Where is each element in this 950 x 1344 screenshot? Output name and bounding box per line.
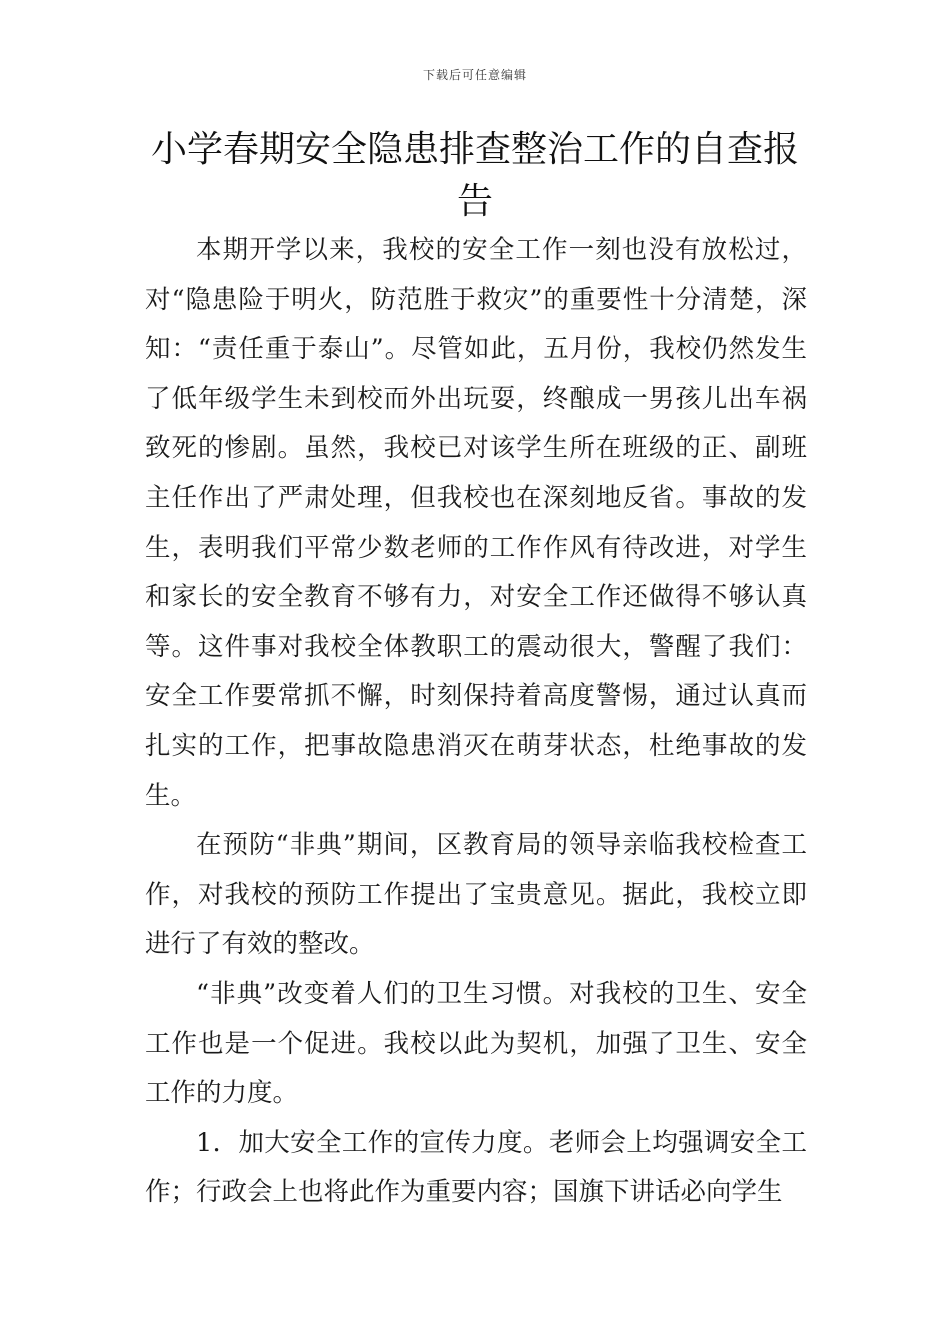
document-title: 小学春期安全隐患排查整治工作的自查报告 [150,129,799,222]
paragraph: 本期开学以来，我校的安全工作一刻也没有放松过，对“隐患险于明火，防范胜于救灾”的重要性十分清楚，深知：“责任重于泰山”。尽管如此，五月份，我校仍然发生了低年级学生未到校而外出玩耍，终酿成一男孩儿出车祸致死的惨剧。虽然，我校已对该学生所在班级的正、副班主任作出了严肃处理，但我校也在深刻地反省。事故的发生，表明我们平常少数老师的工作作风有待改进，对学生和家长的安全教育不够有力，对安全工作还做得不够认真等。这件事对我校全体教职工的震动很大，警醒了我们：安全工作要常抓不懈，时刻保持着高度警惕，通过认真而扎实的工作，把事故隐患消灭在萌芽状态，杜绝事故的发生。 [145,235,807,811]
paragraph: “非典”改变着人们的卫生习惯。对我校的卫生、安全工作也是一个促进。我校以此为契机，加强了卫生、安全工作的力度。 [145,978,807,1109]
document-body [145,226,807,1218]
header-note: 下载后可任意编辑 [422,68,527,82]
paragraph: 1．加大安全工作的宣传力度。老师会上均强调安全工作；行政会上也将此作为重要内容；国旗下讲话必向学生 [145,1127,807,1208]
paragraph: 在预防“非典”期间，区教育局的领导亲临我校检查工作，对我校的预防工作提出了宝贵意见。据此，我校立即进行了有效的整改。 [145,830,807,960]
